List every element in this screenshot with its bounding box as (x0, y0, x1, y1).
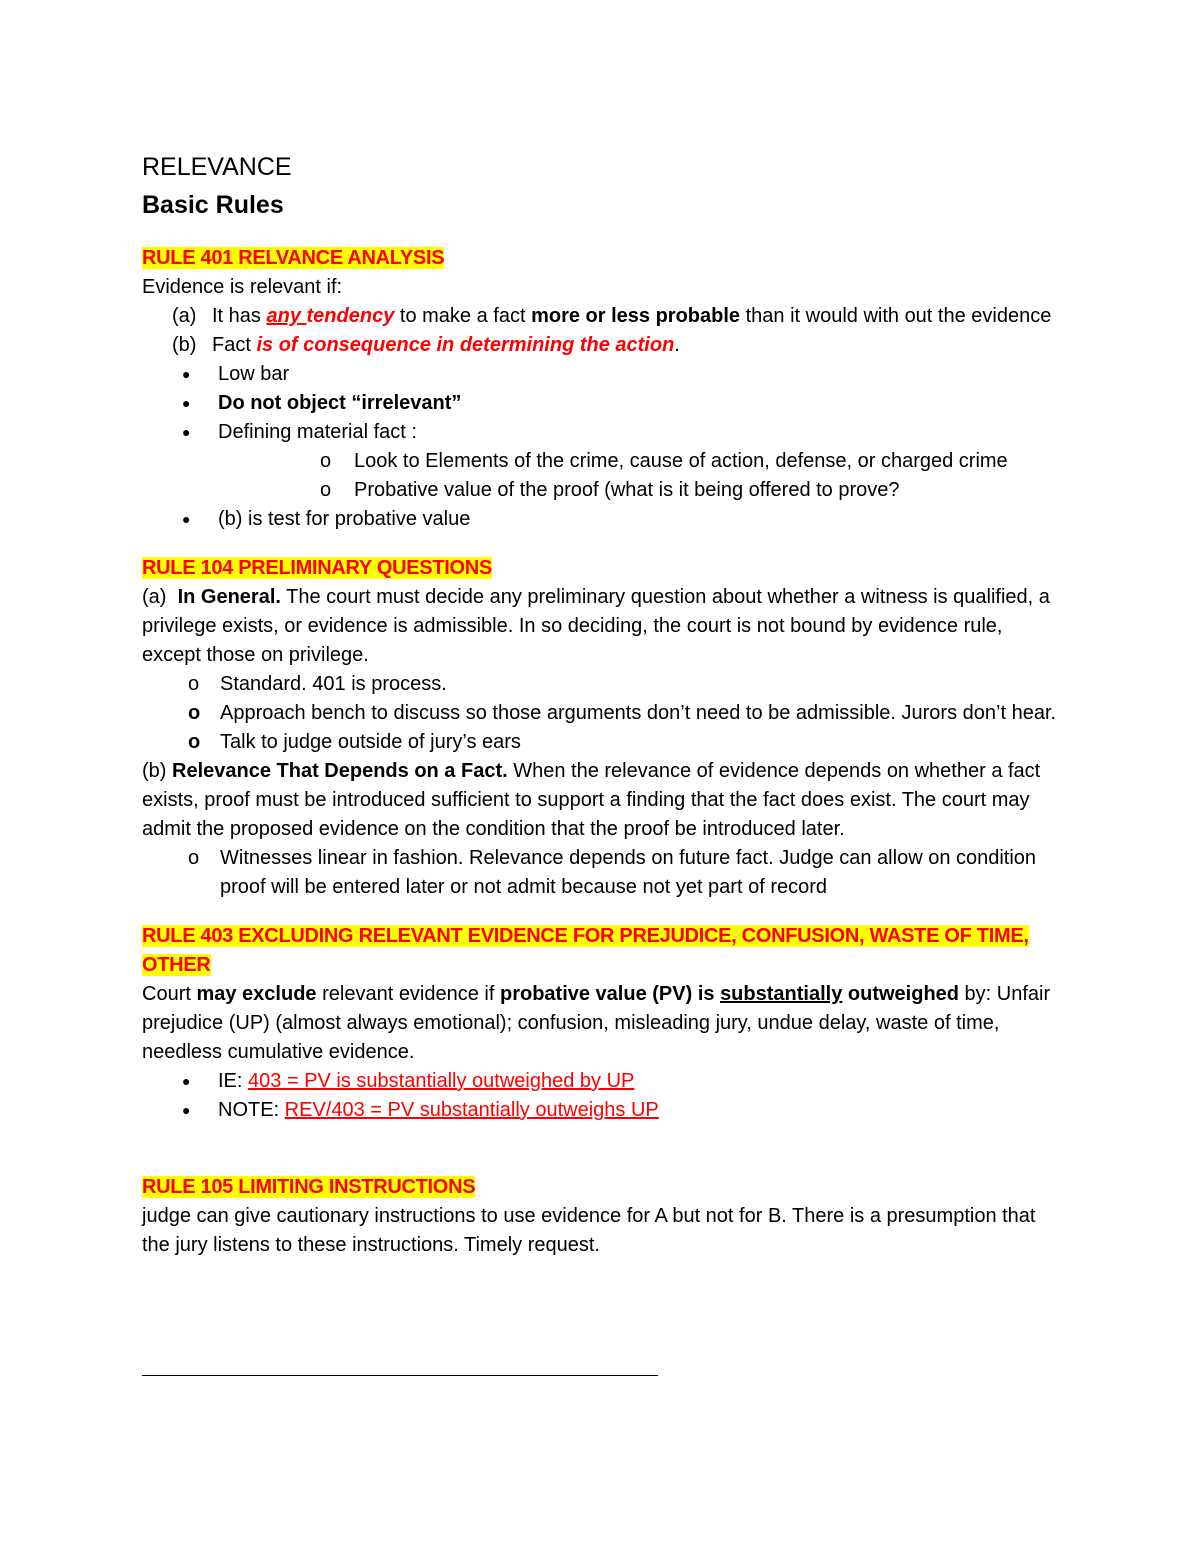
rule-105-heading: RULE 105 LIMITING INSTRUCTIONS (142, 1176, 476, 1198)
rule-104-section (142, 554, 1062, 902)
document-subtitle: Basic Rules (142, 191, 284, 219)
list-item: ● IE: 403 = PV is substantially outweighed by UP (182, 1067, 1062, 1096)
bullet-icon: ● (182, 424, 191, 440)
sub-list-item: o Talk to judge outside of jury’s ears (188, 728, 1062, 757)
horizontal-divider (142, 1375, 658, 1376)
sub-list-item: o Approach bench to discuss so those arguments don’t need to be admissible. Jurors don’t hear. (188, 699, 1062, 728)
document-page (142, 148, 1062, 1260)
emphasis-consequence: is of consequence in determining the action (256, 334, 675, 356)
document-title: RELEVANCE (142, 153, 292, 181)
item-marker: (b) (172, 334, 197, 356)
circle-bullet-icon: o (188, 702, 201, 724)
circle-bullet-icon: o (188, 731, 201, 753)
list-item: ● (b) is test for probative value (182, 505, 1062, 534)
list-item: ● Do not object “irrelevant” (182, 389, 1062, 418)
list-item: ● Low bar (182, 360, 1062, 389)
ie-formula: 403 = PV is substantially outweighed by UP (248, 1070, 635, 1092)
rule-401-item-b: (b) Fact is of consequence in determining the action. (172, 331, 1062, 360)
rule-401-section (142, 244, 1062, 534)
list-item: ● Defining material fact : (182, 418, 1062, 447)
circle-bullet-icon: o (188, 847, 200, 869)
circle-bullet-icon: o (320, 450, 332, 472)
rule-104-para-a: (a) In General. The court must decide any preliminary question about whether a witness is qualified, a privilege exists, or evidence is admissible. In so deciding, the court is not bound by evidence rule, except those on privilege. (142, 586, 1050, 666)
rule-104-para-b: (b) Relevance That Depends on a Fact. When the relevance of evidence depends on whether a fact exists, proof must be introduced sufficient to support a finding that the fact does exist. The court may admit the proposed evidence on the condition that the proof be introduced later. (142, 760, 1041, 840)
note-formula: REV/403 = PV substantially outweighs UP (284, 1099, 659, 1121)
rule-105-para: judge can give cautionary instructions to use evidence for A but not for B. There is a presumption that the jury listens to these instructions. Timely request. (142, 1205, 1036, 1256)
sub-list-item: o Standard. 401 is process. (188, 670, 1062, 699)
rule-403-section (142, 922, 1062, 1125)
sub-list-item: o Witnesses linear in fashion. Relevance depends on future fact. Judge can allow on condition proof will be entered later or not admit because not yet part of record (188, 844, 1062, 902)
rule-403-heading-cont: OTHER (142, 954, 211, 976)
rule-401-heading: RULE 401 RELVANCE ANALYSIS (142, 247, 445, 269)
rule-403-heading: RULE 403 EXCLUDING RELEVANT EVIDENCE FOR PREJUDICE, CONFUSION, WASTE OF TIME, (142, 925, 1029, 947)
emphasis-tendency: tendency (306, 305, 395, 327)
bullet-icon: ● (182, 366, 191, 382)
rule-401-intro: Evidence is relevant if: (142, 276, 343, 298)
circle-bullet-icon: o (188, 673, 200, 695)
rule-401-item-a: (a) It has any tendency to make a fact more or less probable than it would with out the evidence (172, 302, 1062, 331)
bullet-icon: ● (182, 511, 191, 527)
item-marker: (a) (172, 305, 197, 327)
list-item: ● NOTE: REV/403 = PV substantially outweighs UP (182, 1096, 1062, 1125)
rule-104-heading: RULE 104 PRELIMINARY QUESTIONS (142, 557, 492, 579)
bullet-icon: ● (182, 395, 191, 411)
bullet-icon: ● (182, 1102, 191, 1118)
bullet-icon: ● (182, 1073, 191, 1089)
sub-list-item: o Look to Elements of the crime, cause of action, defense, or charged crime (320, 447, 1062, 476)
rule-403-para: Court may exclude relevant evidence if probative value (PV) is substantially outweighed by: Unfair prejudice (UP) (almost always emotional); confusion, misleading jury, undue delay, waste of time, needless cumulative evidence. (142, 983, 1051, 1063)
sub-list-item: o Probative value of the proof (what is it being offered to prove? (320, 476, 1062, 505)
rule-105-section (142, 1173, 1062, 1260)
emphasis-any: any (266, 305, 307, 327)
emphasis-probable: more or less probable (531, 305, 741, 327)
circle-bullet-icon: o (320, 479, 332, 501)
